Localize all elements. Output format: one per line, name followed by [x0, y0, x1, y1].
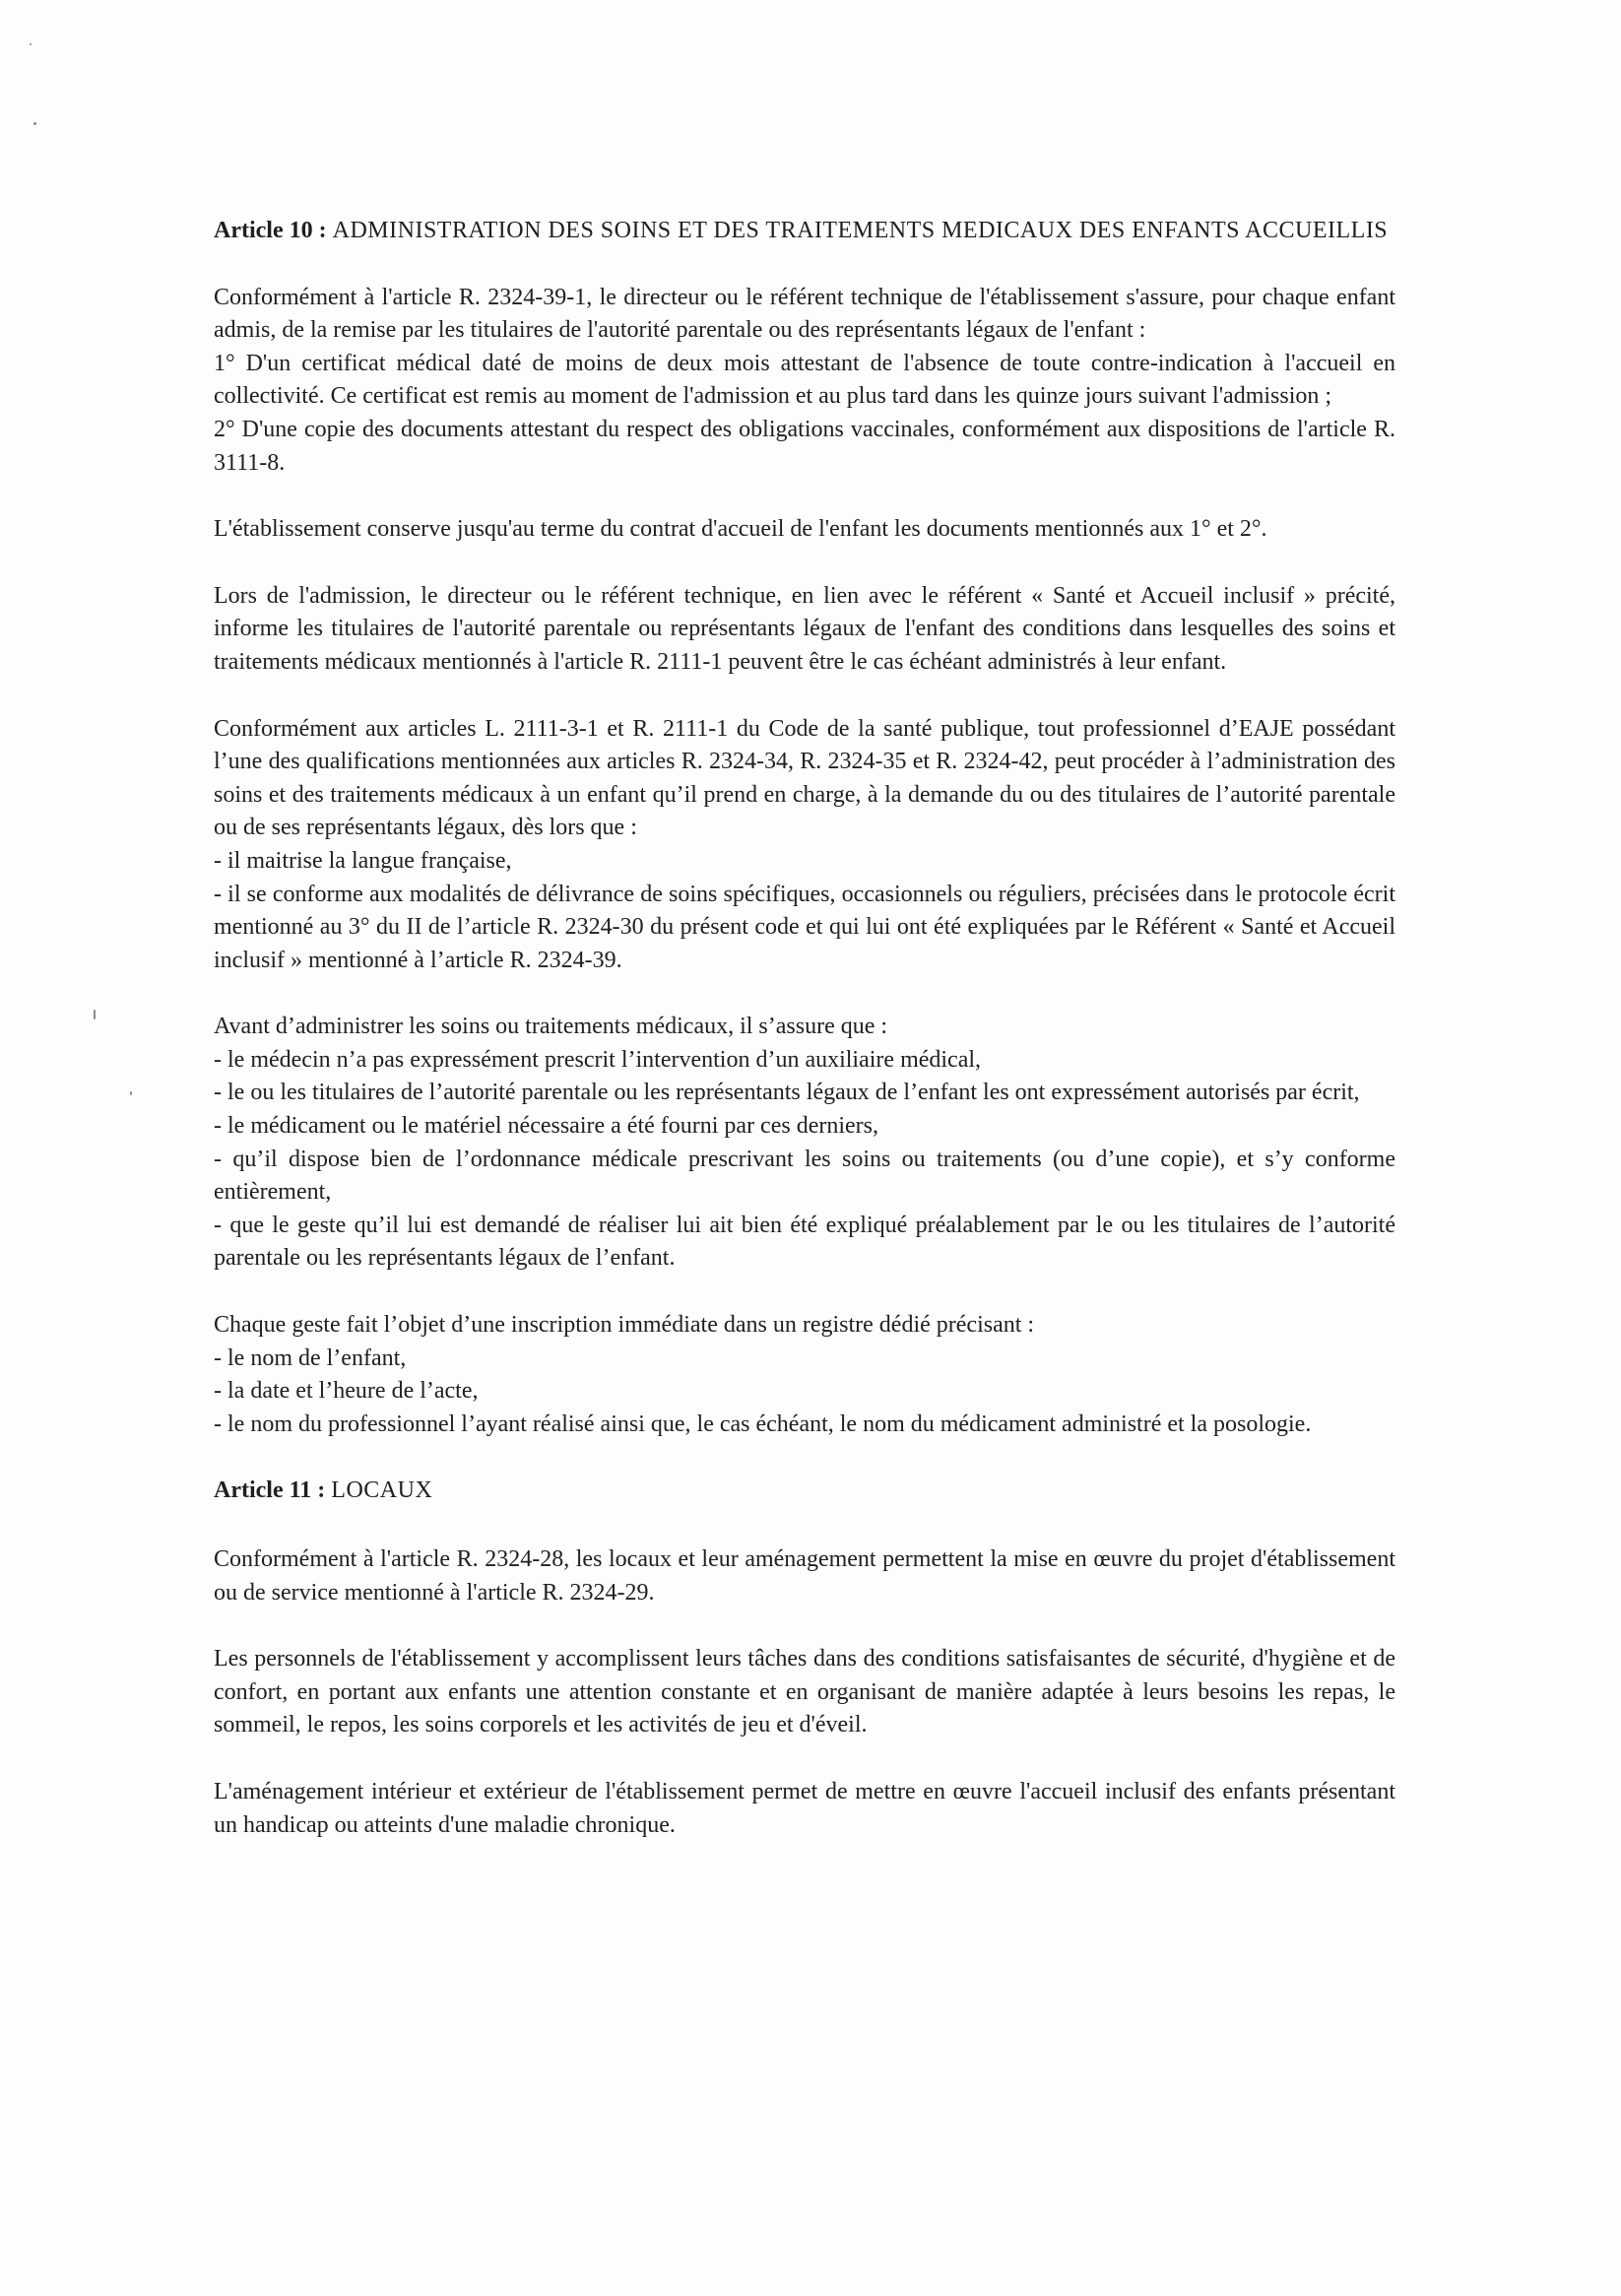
- list-item: - le nom de l’enfant,: [214, 1345, 407, 1371]
- scan-speck: [33, 122, 36, 125]
- article-10-label: Article 10: [214, 218, 313, 243]
- list-item: - que le geste qu’il lui est demandé de réaliser lui ait bien été expliqué préalablement par le ou les titulaires de l’autorité parentale ou les représentants légaux de l’enfant.: [214, 1212, 1395, 1272]
- list-item: 2° D'une copie des documents attestant du respect des obligations vaccinales, conformément aux dispositions de l'article R. 3111-8.: [214, 416, 1395, 476]
- article-11-separator: :: [311, 1477, 332, 1504]
- article-10-paragraph-1: [214, 282, 1395, 481]
- article-10-paragraph-4: [214, 713, 1395, 978]
- list-item: - le ou les titulaires de l’autorité parentale ou les représentants légaux de l’enfant les ont expressément autorisés par écrit,: [214, 1080, 1360, 1106]
- article-11-heading: [214, 1475, 1395, 1508]
- list-item: - il maitrise la langue française,: [214, 847, 512, 874]
- article-11-paragraph-2: Les personnels de l'établissement y accomplissent leurs tâches dans des conditions satisfaisantes de sécurité, d'hygiène et de confort, en portant aux enfants une attention constante et en organisant de manière adaptée à leurs besoins les repas, le sommeil, le repos, les soins corporels et les activités de jeu et d'éveil.: [214, 1646, 1395, 1738]
- list-item: - le nom du professionnel l’ayant réalisé ainsi que, le cas échéant, le nom du médicament administré et la posologie.: [214, 1410, 1312, 1437]
- paragraph-text: Conformément à l'article R. 2324-39-1, le directeur ou le référent technique de l'établissement s'assure, pour chaque enfant admis, de la remise par les titulaires de l'autorité parentale ou des représentants légaux de l'enfant :: [214, 284, 1395, 344]
- article-10-separator: :: [312, 218, 333, 243]
- article-10-paragraph-6: [214, 1309, 1395, 1441]
- list-item: - la date et l’heure de l’acte,: [214, 1378, 479, 1405]
- list-item: 1° D'un certificat médical daté de moins de deux mois attestant de l'absence de toute contre-indication à l'accueil en collectivité. Ce certificat est remis au moment de l'admission et au plus tard dans les quinze jours suivant l'admission ;: [214, 350, 1395, 410]
- article-10-paragraph-5: [214, 1011, 1395, 1276]
- scan-speck: [130, 1091, 132, 1095]
- list-item: - le médecin n’a pas expressément prescrit l’intervention d’un auxiliaire médical,: [214, 1046, 982, 1073]
- paragraph-text: Avant d’administrer les soins ou traitements médicaux, il s’assure que :: [214, 1014, 888, 1040]
- list-item: - il se conforme aux modalités de délivrance de soins spécifiques, occasionnels ou réguliers, précisées dans le protocole écrit mentionné au 3° du II de l’article R. 2324-30 du présent code et qui lui ont été expliquées par le Référent « Santé et Accueil inclusif » mentionné à l’article R. 2324-39.: [214, 881, 1395, 973]
- article-11-paragraph-1: Conformément à l'article R. 2324-28, les locaux et leur aménagement permettent la mise en œuvre du projet d'établissement ou de service mentionné à l'article R. 2324-29.: [214, 1546, 1395, 1606]
- article-10-paragraph-3: Lors de l'admission, le directeur ou le référent technique, en lien avec le référent « Santé et Accueil inclusif » précité, informe les titulaires de l'autorité parentale ou représentants légaux de l'enfant des conditions dans lesquelles des soins et traitements médicaux mentionnés à l'article R. 2111-1 peuvent être le cas échéant administrés à leur enfant.: [214, 582, 1395, 675]
- scan-speck: [94, 1010, 96, 1019]
- article-11-paragraph-3: L'aménagement intérieur et extérieur de l'établissement permet de mettre en œuvre l'accueil inclusif des enfants présentant un handicap ou atteints d'une maladie chronique.: [214, 1778, 1395, 1838]
- scan-speck: [30, 43, 32, 45]
- article-11-label: Article 11: [214, 1477, 312, 1504]
- article-10-heading: [214, 215, 1395, 248]
- paragraph-text: Conformément aux articles L. 2111-3-1 et R. 2111-1 du Code de la santé publique, tout professionnel d’EAJE possédant l’une des qualifications mentionnées aux articles R. 2324-34, R. 2324-35 et R. 2324-42, peut procéder à l’administration des soins et des traitements médicaux à un enfant qu’il prend en charge, à la demande du ou des titulaires de l’autorité parentale ou de ses représentants légaux, dès lors que :: [214, 715, 1395, 841]
- paragraph-text: Chaque geste fait l’objet d’une inscription immédiate dans un registre dédié précisant :: [214, 1312, 1035, 1339]
- list-item: - le médicament ou le matériel nécessaire a été fourni par ces derniers,: [214, 1113, 878, 1140]
- article-11-title: LOCAUX: [331, 1477, 433, 1504]
- list-item: - qu’il dispose bien de l’ordonnance médicale prescrivant les soins ou traitements (ou d’une copie), et s’y conforme entièrement,: [214, 1146, 1395, 1206]
- article-10-paragraph-2: L'établissement conserve jusqu'au terme du contrat d'accueil de l'enfant les documents mentionnés aux 1° et 2°.: [214, 516, 1267, 543]
- article-10-title: ADMINISTRATION DES SOINS ET DES TRAITEMENTS MEDICAUX DES ENFANTS ACCUEILLIS: [332, 218, 1389, 243]
- document-body: [214, 215, 1395, 1842]
